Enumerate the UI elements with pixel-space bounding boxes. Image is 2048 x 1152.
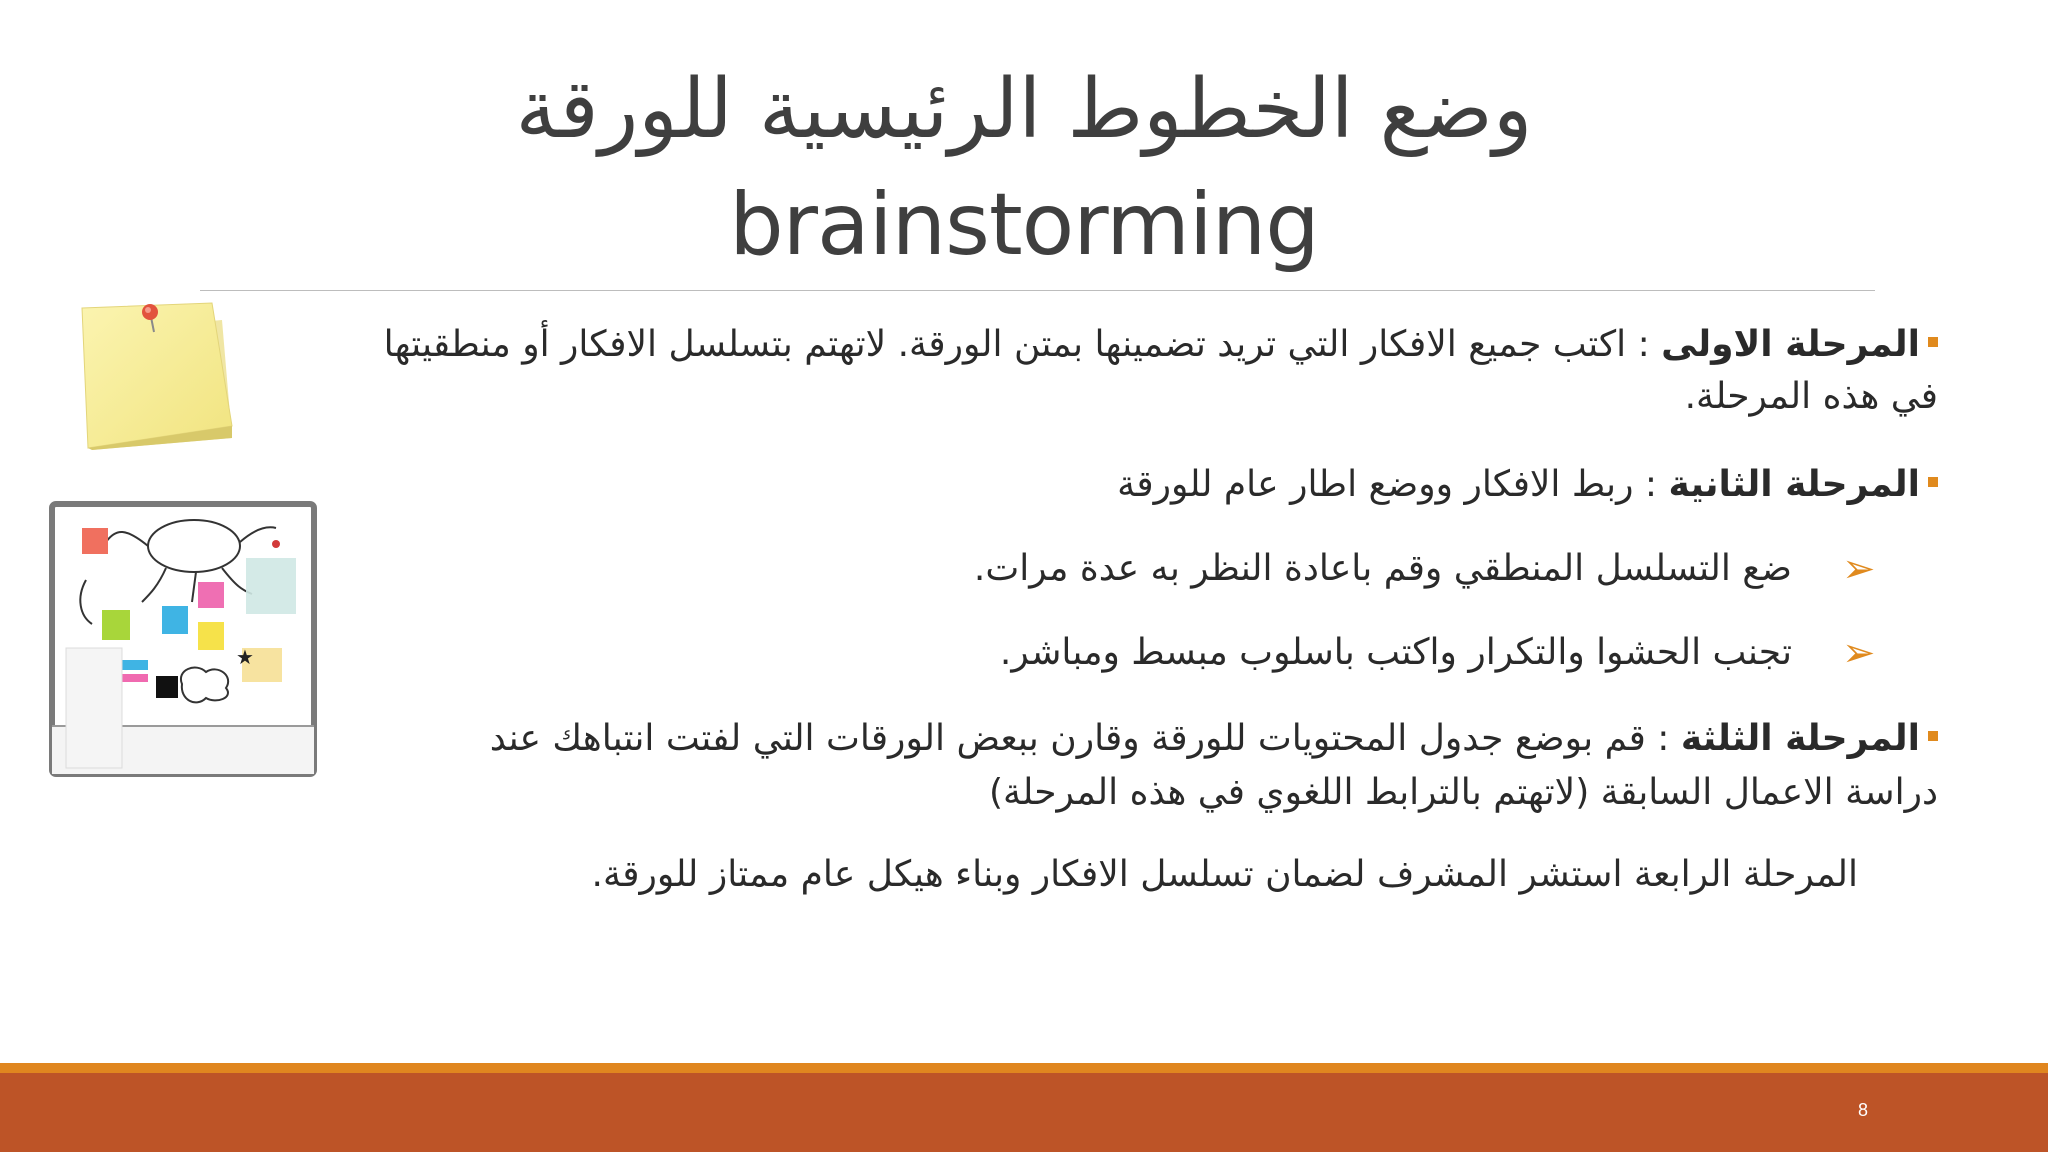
sticky-note-image bbox=[72, 298, 242, 458]
stage2-label: المرحلة الثانية bbox=[1668, 464, 1920, 505]
svg-text:★: ★ bbox=[236, 645, 254, 669]
stage3-text-line2: دراسة الاعمال السابقة (لاتهتم بالترابط اللغوي في هذه المرحلة) bbox=[988, 772, 1938, 813]
stage2-subitem: تجنب الحشوا والتكرار واكتب باسلوب مبسط ومباشر. bbox=[999, 632, 1792, 673]
arrow-bullet-icon: ➢ bbox=[1842, 546, 1876, 592]
stage2-subitem: ضع التسلسل المنطقي وقم باعادة النظر به عدة مرات. bbox=[973, 548, 1792, 589]
title-divider bbox=[200, 290, 1875, 291]
footer-accent-strip bbox=[0, 1063, 2048, 1073]
arrow-bullet-icon: ➢ bbox=[1842, 630, 1876, 676]
stage4-paragraph: المرحلة الرابعة استشر المشرف لضمان تسلسل الافكار وبناء هيكل عام ممتاز للورقة. bbox=[591, 854, 1858, 895]
square-bullet-icon bbox=[1928, 477, 1938, 487]
stage2-text: : ربط الافكار ووضع اطار عام للورقة bbox=[1117, 464, 1669, 505]
stage3-text: : قم بوضع جدول المحتويات للورقة وقارن ببعض الورقات التي لفتت انتباهك عند bbox=[489, 718, 1681, 759]
stage2-paragraph bbox=[438, 458, 1938, 512]
stage1-paragraph-line2 bbox=[238, 370, 1938, 424]
stage1-text-line2: في هذه المرحلة. bbox=[1684, 376, 1938, 417]
page-number: 8 bbox=[1857, 1100, 1868, 1120]
slide-title-english: brainstorming bbox=[729, 175, 1319, 275]
stage1-text: : اكتب جميع الافكار التي تريد تضمينها بمتن الورقة. لاتهتم بتسلسل الافكار أو منطقيتها bbox=[383, 324, 1662, 365]
slide-title-arabic: وضع الخطوط الرئيسية للورقة bbox=[515, 62, 1533, 157]
square-bullet-icon bbox=[1928, 731, 1938, 741]
stage3-paragraph bbox=[338, 712, 1938, 766]
stage3-paragraph-line2 bbox=[338, 766, 1938, 820]
whiteboard-brainstorm-image bbox=[46, 498, 320, 780]
footer-band bbox=[0, 1063, 2048, 1152]
stage1-paragraph bbox=[238, 318, 1938, 372]
stage3-label: المرحلة الثلثة bbox=[1680, 718, 1920, 759]
stage1-label: المرحلة الاولى bbox=[1661, 324, 1920, 365]
square-bullet-icon bbox=[1928, 337, 1938, 347]
